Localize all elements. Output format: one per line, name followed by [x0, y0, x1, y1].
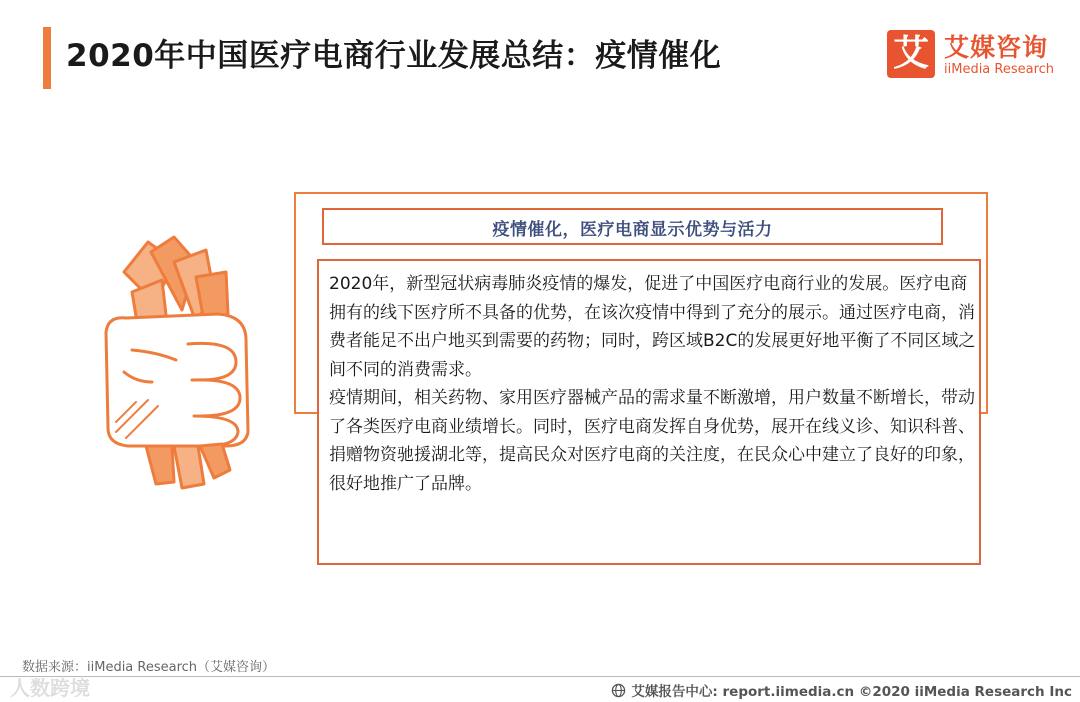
watermark: 人数跨境 — [10, 676, 90, 700]
page-title: 2020年中国医疗电商行业发展总结：疫情催化 — [66, 38, 722, 74]
fist-holding-money-icon — [96, 232, 266, 492]
footer-report-text: 艾媒报告中心: report.iimedia.cn ©2020 iiMedia Research Inc — [631, 684, 1072, 700]
data-source-note: 数据来源：iiMedia Research（艾媒咨询） — [22, 660, 276, 675]
panel-heading-box — [322, 208, 943, 245]
paragraph-demand-growth: 疫情期间，相关药物、家用医疗器械产品的需求量不断激增，用户数量不断增长，带动了各类医疗电商业绩增长。同时，医疗电商发挥自身优势，展开在线义诊、知识科普、捐赠物资驰援湖北等，提高民众对医疗电商的关注度，在民众心中建立了良好的印象，很好地推广了品牌。 — [329, 388, 975, 494]
panel-body-box — [317, 259, 981, 565]
brand-logo — [887, 30, 1067, 82]
title-accent-bar — [43, 27, 51, 89]
footer-report-center — [611, 680, 1072, 700]
logo-english-name: iiMedia Research — [944, 62, 1055, 77]
globe-icon — [611, 683, 626, 698]
footer-divider — [0, 676, 1080, 677]
panel-heading: 疫情催化，医疗电商显示优势与活力 — [492, 220, 773, 240]
logo-mark: 艾 — [887, 30, 935, 78]
logo-chinese-name: 艾媒咨询 — [944, 33, 1049, 62]
paragraph-pandemic-impact: 2020年，新型冠状病毒肺炎疫情的爆发，促进了中国医疗电商行业的发展。医疗电商拥有的线下医疗所不具备的优势，在该次疫情中得到了充分的展示。通过医疗电商，消费者能足不出户地买到需要的药物；同时，跨区域B2C的发展更好地平衡了不同区域之间不同的消费需求。 — [329, 274, 976, 380]
panel-body-text — [329, 270, 981, 498]
